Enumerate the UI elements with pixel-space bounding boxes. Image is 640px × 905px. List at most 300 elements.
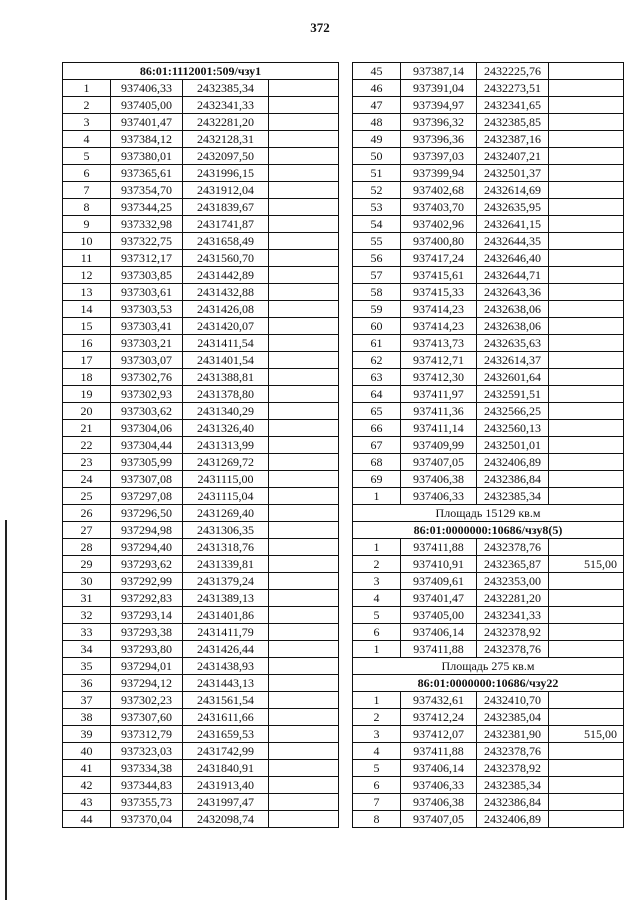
point-number: 30 [63,573,111,590]
point-number: 62 [353,352,401,369]
point-number: 38 [63,709,111,726]
coordinate-y: 2431561,54 [183,692,269,709]
coordinate-y: 2431378,80 [183,386,269,403]
coordinate-x: 937322,75 [111,233,183,250]
coordinate-x: 937405,00 [111,97,183,114]
point-number: 4 [353,590,401,607]
table-row [63,267,339,284]
table-row [353,216,624,233]
coordinate-x: 937407,05 [401,454,477,471]
coordinate-y: 2431401,54 [183,352,269,369]
coordinate-y: 2431318,76 [183,539,269,556]
point-number: 1 [353,539,401,556]
coordinate-x: 937401,47 [401,590,477,607]
coordinate-x: 937312,17 [111,250,183,267]
coordinate-y: 2432387,16 [477,131,549,148]
table-row [353,420,624,437]
coordinate-x: 937411,88 [401,743,477,760]
coordinate-y: 2432614,37 [477,352,549,369]
extra-value [269,114,339,131]
coordinate-x: 937365,61 [111,165,183,182]
point-number: 33 [63,624,111,641]
extra-value [269,573,339,590]
coordinate-x: 937412,07 [401,726,477,743]
coordinate-x: 937307,08 [111,471,183,488]
coordinate-x: 937302,76 [111,369,183,386]
extra-value [269,522,339,539]
point-number: 67 [353,437,401,454]
extra-value [549,607,624,624]
coordinate-y: 2431741,87 [183,216,269,233]
extra-value [269,556,339,573]
extra-value [269,182,339,199]
table-row [63,301,339,318]
extra-value [269,454,339,471]
extra-value [549,335,624,352]
coordinate-x: 937294,12 [111,675,183,692]
extra-value [549,97,624,114]
coordinate-y: 2431339,81 [183,556,269,573]
coordinate-y: 2432644,71 [477,267,549,284]
point-number: 64 [353,386,401,403]
point-number: 1 [353,692,401,709]
table-row [353,114,624,131]
point-number: 4 [63,131,111,148]
coordinate-x: 937406,33 [111,80,183,97]
coordinate-y: 2431611,66 [183,709,269,726]
table-row [353,590,624,607]
table-row [63,760,339,777]
coordinate-x: 937292,99 [111,573,183,590]
coordinate-x: 937411,36 [401,403,477,420]
table-row [63,165,339,182]
coordinate-x: 937400,80 [401,233,477,250]
point-number: 68 [353,454,401,471]
parcel-cadastral-number: 86:01:0000000:10686/чзу22 [353,675,624,692]
table-row [353,386,624,403]
table-row [63,80,339,97]
coordinate-x: 937384,12 [111,131,183,148]
point-number: 9 [63,216,111,233]
point-number: 11 [63,250,111,267]
coordinate-y: 2431658,49 [183,233,269,250]
table-row [63,811,339,828]
coordinate-y: 2432378,76 [477,641,549,658]
coordinate-y: 2431340,29 [183,403,269,420]
table-row [63,420,339,437]
coordinate-x: 937411,88 [401,539,477,556]
point-number: 63 [353,369,401,386]
extra-value [269,284,339,301]
table-row [63,454,339,471]
coordinate-x: 937293,62 [111,556,183,573]
coordinate-x: 937412,30 [401,369,477,386]
coordinate-x: 937406,38 [401,794,477,811]
coordinate-x: 937344,25 [111,199,183,216]
coordinate-y: 2432098,74 [183,811,269,828]
coordinate-y: 2431438,93 [183,658,269,675]
point-number: 8 [353,811,401,828]
table-row [63,471,339,488]
table-row [353,233,624,250]
coordinate-x: 937303,21 [111,335,183,352]
parcel-area-row [353,658,624,675]
coordinate-y: 2432406,89 [477,811,549,828]
table-row [353,811,624,828]
table-row [63,114,339,131]
point-number: 52 [353,182,401,199]
point-number: 21 [63,420,111,437]
extra-value [549,539,624,556]
table-row [353,199,624,216]
coordinate-x: 937334,38 [111,760,183,777]
coordinate-x: 937411,88 [401,641,477,658]
point-number: 47 [353,97,401,114]
coordinate-x: 937394,97 [401,97,477,114]
coordinate-x: 937355,73 [111,794,183,811]
table-row [353,301,624,318]
point-number: 44 [63,811,111,828]
table-row [63,692,339,709]
point-number: 1 [353,641,401,658]
point-number: 55 [353,233,401,250]
extra-value [269,165,339,182]
coordinate-y: 2431389,13 [183,590,269,607]
table-row [63,709,339,726]
table-row [63,658,339,675]
point-number: 1 [353,488,401,505]
coordinate-y: 2432635,63 [477,335,549,352]
table-row [63,437,339,454]
extra-value [549,182,624,199]
coordinate-y: 2432378,92 [477,760,549,777]
extra-value [549,403,624,420]
coordinate-y: 2432281,20 [183,114,269,131]
coordinate-y: 2431839,67 [183,199,269,216]
table-row [353,131,624,148]
coordinate-x: 937405,00 [401,607,477,624]
point-number: 14 [63,301,111,318]
coordinate-y: 2431379,24 [183,573,269,590]
parcel-header-row [63,63,339,80]
coordinates-table-right-body [353,63,624,828]
coordinate-y: 2431401,86 [183,607,269,624]
coordinate-y: 2432341,33 [183,97,269,114]
extra-value [549,233,624,250]
coordinate-y: 2431411,54 [183,335,269,352]
coordinate-y: 2432643,36 [477,284,549,301]
point-number: 69 [353,471,401,488]
coordinate-y: 2432385,34 [477,488,549,505]
coordinate-y: 2432341,65 [477,97,549,114]
extra-value [549,794,624,811]
extra-value [269,250,339,267]
point-number: 8 [63,199,111,216]
point-number: 1 [63,80,111,97]
coordinate-x: 937380,01 [111,148,183,165]
point-number: 66 [353,420,401,437]
extra-value [549,811,624,828]
extra-value [269,811,339,828]
table-row [63,335,339,352]
coordinate-x: 937406,38 [401,471,477,488]
point-number: 22 [63,437,111,454]
extra-value [549,250,624,267]
extra-value [269,471,339,488]
extra-value [269,301,339,318]
extra-value [269,692,339,709]
extra-value [549,369,624,386]
table-row [353,63,624,80]
coordinate-y: 2432638,06 [477,301,549,318]
coordinate-y: 2431306,35 [183,522,269,539]
table-row [353,624,624,641]
point-number: 32 [63,607,111,624]
extra-value [269,233,339,250]
point-number: 3 [353,726,401,743]
coordinates-table-left [62,62,339,828]
coordinate-x: 937413,73 [401,335,477,352]
coordinate-x: 937396,32 [401,114,477,131]
extra-value [549,318,624,335]
table-row [353,777,624,794]
point-number: 12 [63,267,111,284]
table-row [353,539,624,556]
table-row [353,743,624,760]
extra-value [269,267,339,284]
coordinate-y: 2431426,08 [183,301,269,318]
point-number: 61 [353,335,401,352]
coordinates-table-right [352,62,624,828]
coordinate-x: 937302,23 [111,692,183,709]
coordinate-y: 2431269,40 [183,505,269,522]
coordinate-x: 937294,01 [111,658,183,675]
table-row [63,675,339,692]
table-row [353,267,624,284]
table-row [353,165,624,182]
point-number: 53 [353,199,401,216]
coordinate-x: 937417,24 [401,250,477,267]
table-row [353,556,624,573]
point-number: 45 [353,63,401,80]
point-number: 28 [63,539,111,556]
point-number: 57 [353,267,401,284]
parcel-area: Площадь 275 кв.м [353,658,624,675]
table-row [63,573,339,590]
coordinate-y: 2431411,79 [183,624,269,641]
coordinate-x: 937303,85 [111,267,183,284]
table-row [353,488,624,505]
parcel-header-row [353,522,624,539]
coordinate-y: 2432341,33 [477,607,549,624]
coordinate-x: 937292,83 [111,590,183,607]
extra-value [269,794,339,811]
coordinate-y: 2432501,37 [477,165,549,182]
extra-value [549,148,624,165]
table-row [63,352,339,369]
coordinate-y: 2432601,64 [477,369,549,386]
extra-value [549,624,624,641]
extra-value [269,335,339,352]
point-number: 60 [353,318,401,335]
extra-value [549,641,624,658]
table-row [63,624,339,641]
coordinate-x: 937410,91 [401,556,477,573]
coordinate-y: 2432560,13 [477,420,549,437]
point-number: 15 [63,318,111,335]
table-row [63,148,339,165]
coordinate-x: 937415,61 [401,267,477,284]
point-number: 6 [63,165,111,182]
coordinate-x: 937312,79 [111,726,183,743]
extra-value [269,80,339,97]
extra-value [549,114,624,131]
coordinates-table-left-body [63,63,339,828]
coordinate-x: 937303,53 [111,301,183,318]
coordinate-y: 2432635,95 [477,199,549,216]
coordinate-x: 937293,80 [111,641,183,658]
table-row [353,318,624,335]
table-row [63,522,339,539]
table-row [353,794,624,811]
extra-value [549,63,624,80]
point-number: 50 [353,148,401,165]
extra-value [549,301,624,318]
point-number: 26 [63,505,111,522]
coordinate-x: 937403,70 [401,199,477,216]
coordinate-y: 2432385,34 [477,777,549,794]
table-row [353,471,624,488]
coordinate-y: 2431996,15 [183,165,269,182]
binder-mark [5,520,7,900]
table-row [353,80,624,97]
table-row [353,692,624,709]
coordinate-y: 2431442,89 [183,267,269,284]
table-row [63,284,339,301]
coordinate-y: 2432097,50 [183,148,269,165]
table-row [63,131,339,148]
coordinate-y: 2432410,70 [477,692,549,709]
coordinate-x: 937303,41 [111,318,183,335]
coordinate-y: 2432646,40 [477,250,549,267]
table-row [63,318,339,335]
extra-value [269,658,339,675]
table-row [353,403,624,420]
coordinate-x: 937307,60 [111,709,183,726]
coordinate-x: 937402,96 [401,216,477,233]
coordinate-x: 937411,97 [401,386,477,403]
table-row [353,760,624,777]
extra-value [269,539,339,556]
coordinate-y: 2432381,90 [477,726,549,743]
point-number: 34 [63,641,111,658]
table-row [63,199,339,216]
table-row [63,182,339,199]
point-number: 2 [63,97,111,114]
point-number: 23 [63,454,111,471]
coordinate-y: 2432273,51 [477,80,549,97]
table-row [63,590,339,607]
coordinate-y: 2432641,15 [477,216,549,233]
coordinate-x: 937397,03 [401,148,477,165]
coordinate-y: 2431115,00 [183,471,269,488]
coordinate-x: 937432,61 [401,692,477,709]
table-row [63,403,339,420]
extra-value [269,505,339,522]
coordinate-x: 937303,61 [111,284,183,301]
coordinate-x: 937415,33 [401,284,477,301]
extra-value [549,284,624,301]
table-row [63,726,339,743]
extra-value [269,369,339,386]
table-row [63,794,339,811]
extra-value [269,488,339,505]
coordinate-y: 2431432,88 [183,284,269,301]
point-number: 41 [63,760,111,777]
table-row [353,726,624,743]
extra-value [269,199,339,216]
extra-value [269,675,339,692]
point-number: 3 [63,114,111,131]
coordinate-y: 2431997,47 [183,794,269,811]
point-number: 4 [353,743,401,760]
point-number: 40 [63,743,111,760]
table-row [353,437,624,454]
point-number: 49 [353,131,401,148]
extra-value [269,131,339,148]
coordinate-x: 937304,06 [111,420,183,437]
coordinate-x: 937414,23 [401,301,477,318]
point-number: 7 [63,182,111,199]
extra-value [269,352,339,369]
coordinate-x: 937294,98 [111,522,183,539]
extra-value [549,216,624,233]
coordinate-x: 937402,68 [401,182,477,199]
parcel-cadastral-number: 86:01:1112001:509/чзу1 [63,63,339,80]
coordinate-x: 937344,83 [111,777,183,794]
point-number: 5 [63,148,111,165]
table-row [63,743,339,760]
table-row [63,488,339,505]
extra-value [549,760,624,777]
coordinate-y: 2431742,99 [183,743,269,760]
table-row [353,641,624,658]
coordinate-x: 937411,14 [401,420,477,437]
coordinate-y: 2431388,81 [183,369,269,386]
point-number: 31 [63,590,111,607]
point-number: 20 [63,403,111,420]
point-number: 35 [63,658,111,675]
point-number: 58 [353,284,401,301]
point-number: 56 [353,250,401,267]
parcel-cadastral-number: 86:01:0000000:10686/чзу8(5) [353,522,624,539]
coordinate-y: 2432378,76 [477,743,549,760]
extra-value [549,573,624,590]
point-number: 54 [353,216,401,233]
coordinate-x: 937406,14 [401,624,477,641]
extra-value [549,709,624,726]
point-number: 16 [63,335,111,352]
extra-value [549,777,624,794]
coordinate-y: 2431326,40 [183,420,269,437]
point-number: 6 [353,777,401,794]
table-row [353,335,624,352]
table-row [63,369,339,386]
extra-value [269,97,339,114]
coordinate-x: 937407,05 [401,811,477,828]
extra-value [549,386,624,403]
extra-value [549,352,624,369]
